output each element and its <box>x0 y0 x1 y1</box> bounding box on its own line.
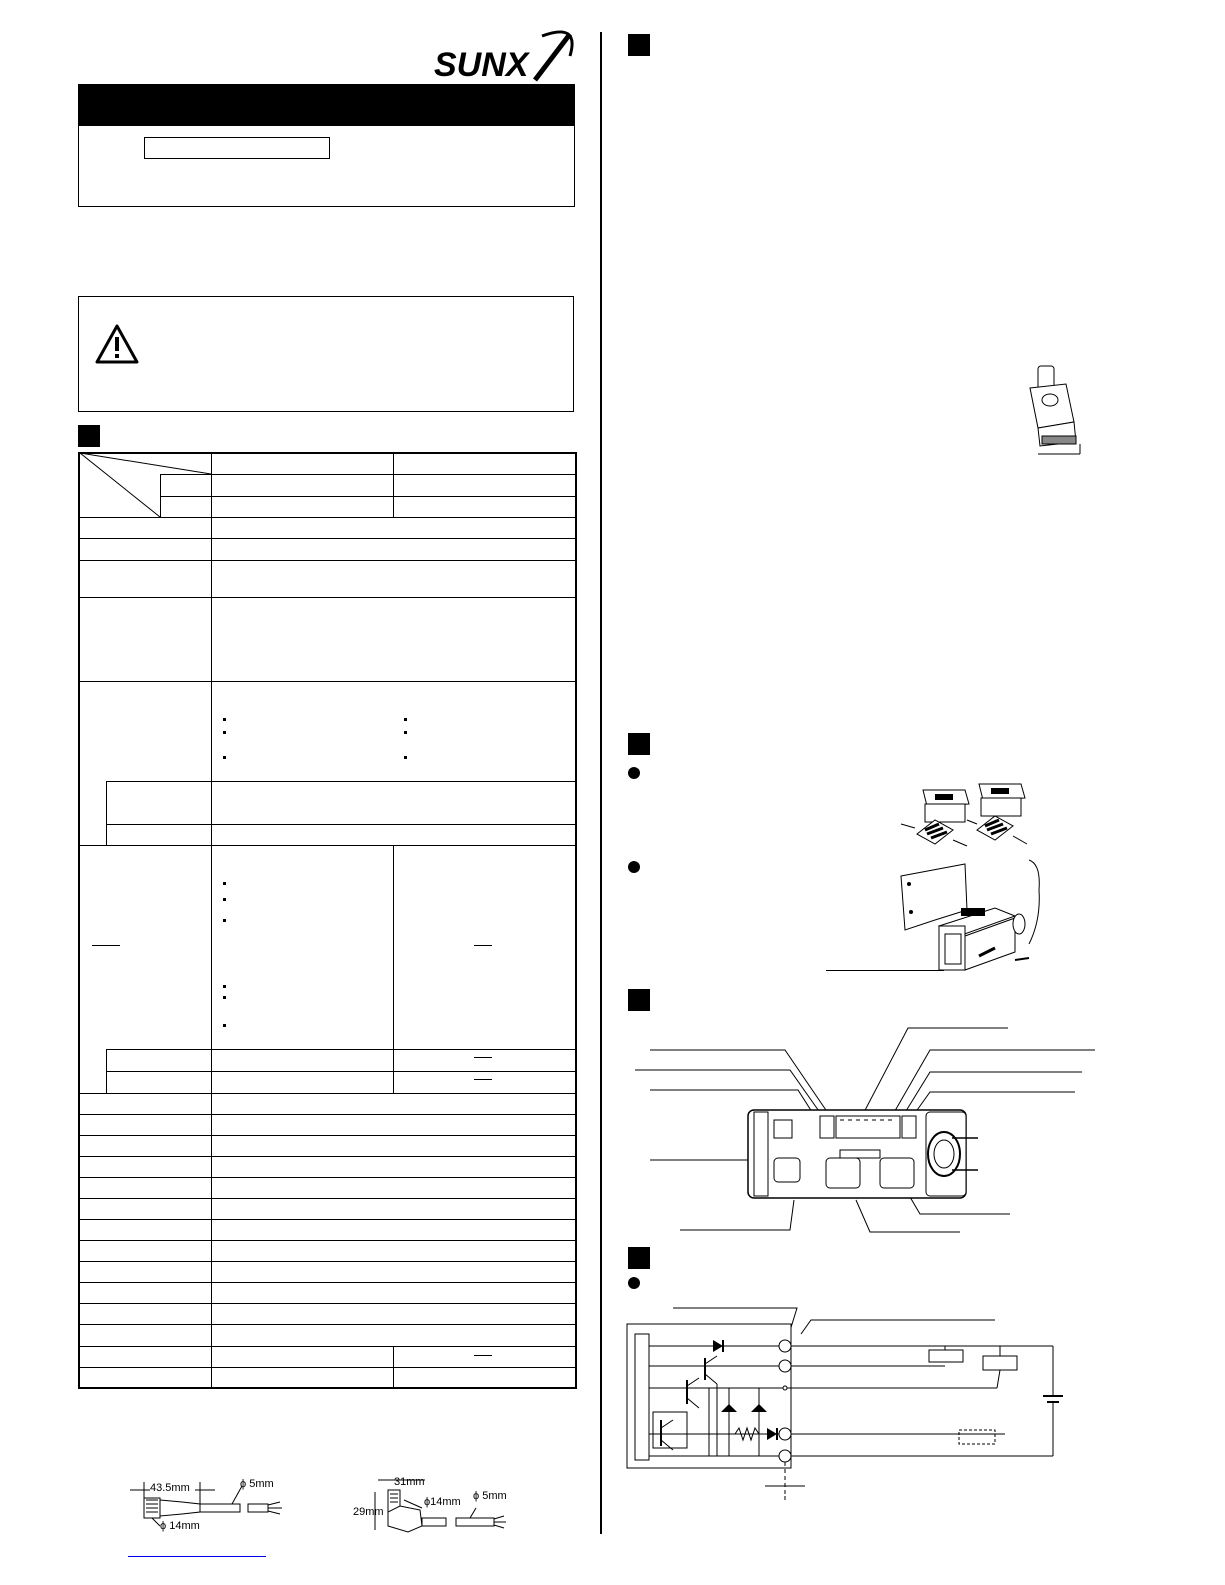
model-name-box <box>144 137 330 159</box>
table-col-line <box>211 453 212 1388</box>
sensor-orientation-illustration <box>895 780 1055 980</box>
dim-elbow-connector: ϕ14mm <box>424 1496 461 1508</box>
table-row-line <box>79 1219 576 1220</box>
table-dash <box>474 1079 492 1080</box>
table-bullet <box>223 756 226 759</box>
table-bullet <box>223 898 226 901</box>
table-bullet <box>223 996 226 999</box>
warning-box <box>78 296 574 412</box>
table-row-line <box>79 1303 576 1304</box>
table-row-line <box>79 517 576 518</box>
table-row-line <box>106 1071 576 1072</box>
bullet-dot <box>628 767 640 779</box>
table-col-line <box>393 453 394 517</box>
table-row-line <box>79 1093 576 1094</box>
dim-elbow-cable: ϕ 5mm <box>473 1490 507 1502</box>
warning-icon <box>94 323 140 365</box>
table-row-line <box>79 597 576 598</box>
table-bullet <box>223 718 226 721</box>
bullet-dot <box>628 1277 640 1289</box>
section-marker <box>628 1247 650 1269</box>
table-row-line <box>79 681 576 682</box>
table-bullet <box>223 882 226 885</box>
table-row-line <box>79 560 576 561</box>
table-row-line <box>160 496 576 497</box>
table-row-line <box>79 1346 576 1347</box>
io-circuit-diagram <box>625 1300 1065 1500</box>
sensor-mount-illustration <box>1022 362 1092 462</box>
table-row-line <box>79 1114 576 1115</box>
table-row-line <box>79 1282 576 1283</box>
dim-elbow-height: 29mm <box>353 1506 384 1518</box>
dim-straight-connector: ϕ 14mm <box>160 1520 200 1532</box>
table-dash <box>474 945 492 946</box>
table-col-line <box>106 781 107 845</box>
leader-line <box>826 970 944 971</box>
table-bullet <box>223 731 226 734</box>
logo-text: SUNX <box>434 46 529 84</box>
table-bullet <box>404 756 407 759</box>
table-dash <box>474 1057 492 1058</box>
section-marker <box>628 733 650 755</box>
title-bar <box>78 84 575 126</box>
table-row-line <box>79 845 576 846</box>
table-bullet <box>404 718 407 721</box>
sunx-logo <box>430 28 580 84</box>
dim-elbow-width: 31mm <box>394 1476 425 1488</box>
section-marker <box>78 425 100 447</box>
table-row-line <box>160 474 576 475</box>
dim-straight-cable: ϕ 5mm <box>240 1478 274 1490</box>
table-bullet <box>223 1024 226 1027</box>
spec-table <box>78 452 577 1389</box>
table-row-line <box>106 824 576 825</box>
table-dash <box>92 945 120 946</box>
table-dash <box>474 1355 492 1356</box>
bullet-dot <box>628 861 640 873</box>
section-marker <box>628 34 650 56</box>
table-row-line <box>79 1135 576 1136</box>
table-row-line <box>79 1177 576 1178</box>
table-header-diagonal <box>80 453 212 519</box>
table-col-line <box>393 845 394 1093</box>
table-row-line <box>79 1367 576 1368</box>
dim-straight-length: 43.5mm <box>150 1482 190 1494</box>
section-marker <box>628 989 650 1011</box>
table-row-line <box>79 1156 576 1157</box>
footer-link-underline[interactable] <box>128 1556 266 1557</box>
table-bullet <box>223 919 226 922</box>
column-divider <box>600 32 602 1534</box>
table-row-line <box>79 1261 576 1262</box>
table-row-line <box>79 538 576 539</box>
control-panel-diagram <box>630 1020 1100 1240</box>
table-row-line <box>106 1049 576 1050</box>
table-bullet <box>223 985 226 988</box>
table-row-line <box>106 781 576 782</box>
table-row-line <box>79 1240 576 1241</box>
table-row-line <box>79 1324 576 1325</box>
table-row-line <box>79 1198 576 1199</box>
table-bullet <box>404 731 407 734</box>
